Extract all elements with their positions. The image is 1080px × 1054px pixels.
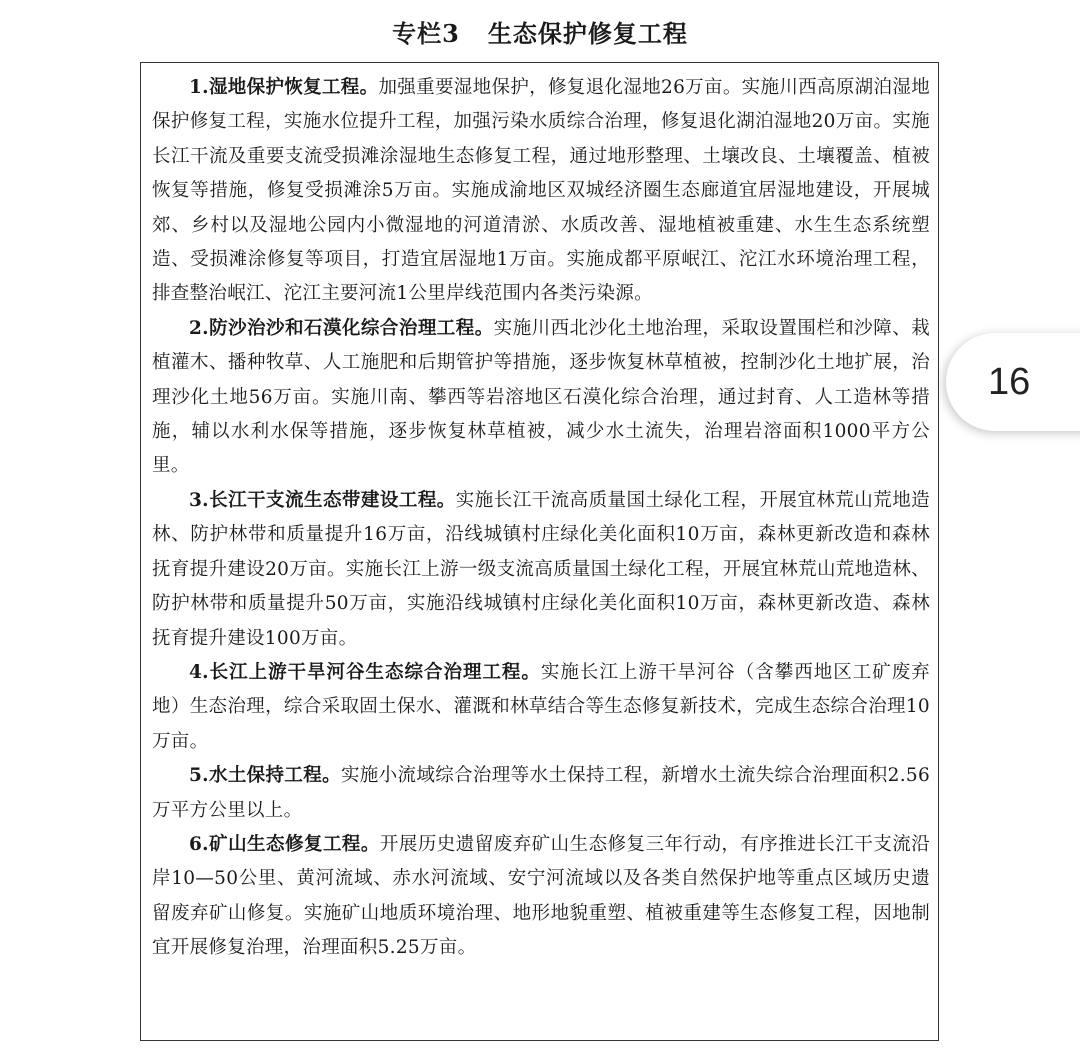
section-5-body: 实施小流域综合治理等水土保持工程，新增水土流失综合治理面积2.56万平方公里以上。 bbox=[152, 765, 931, 821]
section-4 bbox=[152, 656, 930, 759]
section-1 bbox=[152, 71, 930, 312]
section-1-body: 加强重要湿地保护，修复退化湿地26万亩。实施川西高原湖泊湿地保护修复工程，实施水位提升工程，加强污染水质综合治理，修复退化湖泊湿地20万亩。实施长江干流及重要支流受损滩涂湿地生态修复工程，通过地形整理、土壤改良、土壤覆盖、植被恢复等措施，修复受损滩涂5万亩。实施成渝地区双城经济圈生态廊道宜居湿地建设，开展城郊、乡村以及湿地公园内小微湿地的河道清淤、水质改善、湿地植被重建、水生生态系统塑造、受损滩涂修复等项目，打造宜居湿地1万亩。实施成都平原岷江、沱江水环境治理工程，排查整治岷江、沱江主要河流1公里岸线范围内各类污染源。 bbox=[152, 77, 930, 305]
section-2 bbox=[152, 312, 930, 484]
page-number-indicator[interactable]: 16 bbox=[946, 333, 1080, 431]
column-title-text: 生态保护修复工程 bbox=[487, 19, 688, 48]
section-6-heading: 6.矿山生态修复工程。 bbox=[189, 833, 380, 855]
section-6-body: 开展历史遗留废弃矿山生态修复三年行动，有序推进长江干支流沿岸10—50公里、黄河流域、赤水河流域、安宁河流域以及各类自然保护地等重点区域历史遗留废弃矿山修复。实施矿山地质环境治理、地形地貌重塑、植被重建等生态修复工程，因地制宜开展修复治理，治理面积5.25万亩。 bbox=[152, 833, 930, 959]
section-5 bbox=[152, 759, 930, 828]
section-4-heading: 4.长江上游干旱河谷生态综合治理工程。 bbox=[189, 661, 541, 683]
section-1-heading: 1.湿地保护恢复工程。 bbox=[189, 77, 379, 98]
section-2-body: 实施川西北沙化土地治理，采取设置围栏和沙障、栽植灌木、播种牧草、人工施肥和后期管护等措施，逐步恢复林草植被，控制沙化土地扩展，治理沙化土地56万亩。实施川南、攀西等岩溶地区石漠化综合治理，通过封育、人工造林等措施，辅以水利水保等措施，逐步恢复林草植被，减少水土流失，治理岩溶面积1000平方公里。 bbox=[152, 317, 930, 477]
section-2-heading: 2.防沙治沙和石漠化综合治理工程。 bbox=[189, 317, 494, 339]
section-3 bbox=[152, 484, 930, 656]
section-4-body: 实施长江上游干旱河谷（含攀西地区工矿废弃地）生态治理，综合采取固土保水、灌溉和林草结合等生态修复新技术，完成生态综合治理10万亩。 bbox=[152, 661, 930, 752]
section-3-body: 实施长江干流高质量国土绿化工程，开展宜林荒山荒地造林、防护林带和质量提升16万亩，沿线城镇村庄绿化美化面积10万亩，森林更新改造和森林抚育提升建设20万亩。实施长江上游一级支流高质量国土绿化工程，开展宜林荒山荒地造林、防护林带和质量提升50万亩，实施沿线城镇村庄绿化美化面积10万亩，森林更新改造、森林抚育提升建设100万亩。 bbox=[152, 489, 930, 649]
section-5-heading: 5.水土保持工程。 bbox=[189, 765, 341, 787]
column-title bbox=[0, 14, 1080, 54]
column-number: 专栏3 bbox=[392, 19, 460, 48]
content-box bbox=[140, 62, 939, 1041]
section-6 bbox=[152, 828, 930, 966]
section-3-heading: 3.长江干支流生态带建设工程。 bbox=[189, 489, 456, 511]
